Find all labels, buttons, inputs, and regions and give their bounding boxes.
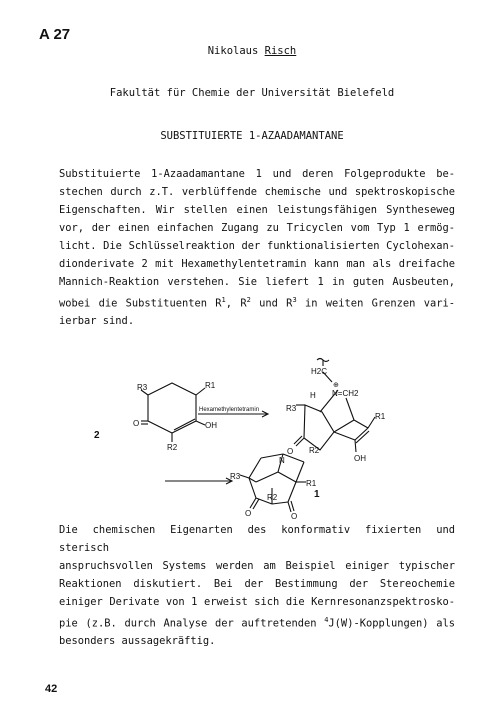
label-r3: R3 (137, 383, 148, 392)
label-plus: ⊕ (333, 382, 339, 389)
cage-bond (296, 462, 304, 482)
label-n: N (279, 456, 285, 465)
paragraph-line: Reaktionen diskutiert. Bei der Bestimmung der Stereochemie (59, 578, 455, 590)
line-text: wobei die Substituenten R (59, 297, 222, 310)
label-h2c: H2C (311, 367, 328, 376)
cage-bond (288, 482, 296, 502)
paragraph-line: dionderivate 2 mit Hexamethylentetramin kann man als dreifache (59, 258, 455, 270)
label-r2: R2 (167, 443, 178, 452)
superscript: 2 (246, 296, 251, 304)
label-o: O (287, 447, 294, 456)
carbonyl-bond (288, 502, 291, 512)
cage-bond (272, 502, 288, 504)
paragraph-line: Die chemischen Eigenarten des konformativ fixierten und sterisch (59, 524, 455, 554)
label-oh: OH (205, 421, 217, 430)
double-bond (174, 419, 195, 430)
label-r1: R1 (306, 479, 317, 488)
line-text: pie (z.B. durch Analyse der auftretenden (59, 617, 325, 630)
paragraph-discussion (59, 521, 455, 650)
label-r1: R1 (375, 412, 386, 421)
line-text: , R (225, 297, 247, 310)
label-r3: R3 (286, 404, 297, 413)
line-text: und R (250, 297, 293, 310)
intermediate-ring (304, 405, 334, 450)
cage-bond (256, 472, 278, 482)
line-text: in weiten Grenzen vari- (296, 297, 455, 310)
label-o: O (133, 419, 140, 428)
r3-bond (240, 475, 249, 478)
carbonyl-bond (291, 501, 294, 511)
line-text: J(W)-Kopplungen) als (328, 617, 455, 630)
paragraph-line: Eigenschaften. Wir stellen einen leistungsfähigen Syntheseweg (59, 204, 455, 216)
label-oh: OH (354, 454, 366, 463)
paragraph-line: Substituierte 1-Azaadamantane 1 und deren Folgeprodukte be- (59, 168, 455, 180)
label-n-ch2: N=CH2 (332, 389, 359, 398)
label-r2: R2 (267, 493, 278, 502)
document-code: A 27 (39, 26, 71, 43)
label-r3: R3 (230, 472, 241, 481)
label-o: O (291, 512, 298, 521)
paragraph-line: licht. Die Schlüsselreaktion der funktionalisierten Cyclohexan- (59, 240, 455, 252)
paragraph-line: ierbar sind. (59, 315, 135, 328)
ch2-bond (346, 398, 354, 420)
compound-2-label: 2 (94, 430, 100, 441)
abstract-title: SUBSTITUIERTE 1-AZAADAMANTANE (160, 130, 344, 142)
page-number: 42 (45, 683, 58, 695)
oh-bond (196, 421, 205, 425)
cage-bond (278, 472, 296, 482)
paragraph-line: stechen durch z.T. verblüffende chemische und spektroskopische (59, 186, 455, 198)
label-h: H (310, 391, 316, 400)
superscript: 1 (221, 296, 226, 304)
paragraph-line: einiger Derivate von 1 erweist sich die Kernresonanzspektrosko- (59, 596, 455, 608)
oh-bond (355, 440, 356, 452)
r1-bond (368, 417, 375, 428)
carbonyl-bond (296, 438, 304, 446)
r1-bond (196, 388, 205, 395)
cage-bond (249, 458, 261, 478)
author-given-name: Nikolaus (207, 45, 265, 57)
ring-bond (334, 432, 355, 440)
superscript: 3 (292, 296, 297, 304)
carbonyl-bond (294, 436, 302, 444)
affiliation: Fakultät für Chemie der Universität Bielefeld (109, 87, 395, 99)
author-surname: Risch (264, 45, 297, 57)
paragraph-line: besonders aussagekräftig. (59, 635, 216, 648)
ring-bond (334, 420, 354, 432)
reagent-label: Hexamethylentetramin (199, 407, 260, 413)
ring-bond (354, 420, 368, 428)
label-r1: R1 (205, 381, 216, 390)
ring-cyclohexane (148, 383, 196, 433)
label-r2: R2 (309, 446, 320, 455)
paragraph-line: anspruchsvollen Systems werden am Beispiel einiger typischer (59, 560, 455, 572)
paragraph-line: vor, der einen einfachen Zugang zu Tricyclen vom Typ 1 ermög- (59, 222, 455, 234)
paragraph-line: Mannich-Reaktion verstehen. Sie liefert 1 in guten Ausbeuten, (59, 276, 455, 288)
superscript: 4 (324, 616, 329, 624)
paragraph-line-coupling (59, 611, 455, 632)
label-o: O (245, 509, 252, 518)
compound-1-label: 1 (314, 489, 320, 500)
